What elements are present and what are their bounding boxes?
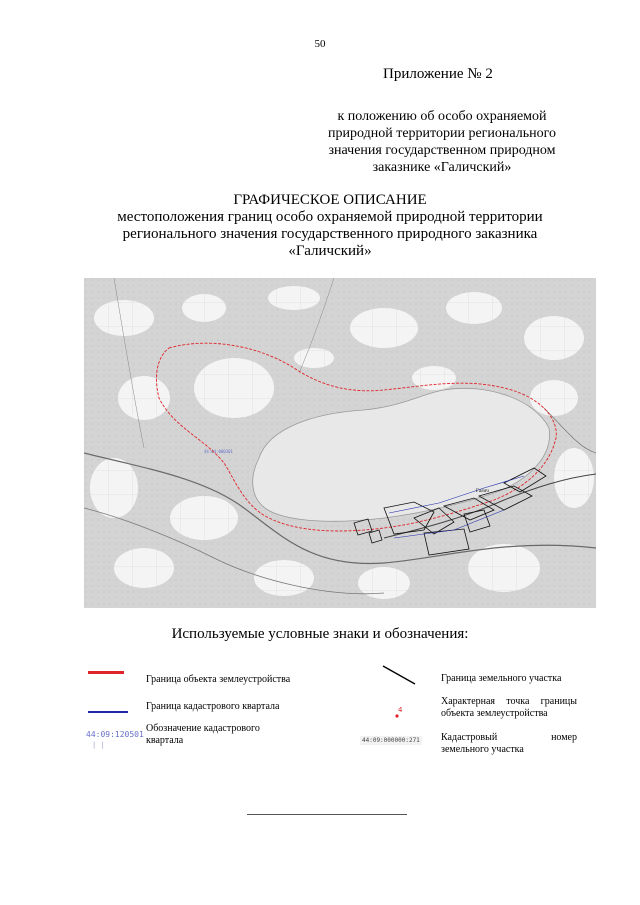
footer-rule <box>247 814 407 815</box>
document-title-line: «Галичский» <box>288 243 372 259</box>
legend-label-quarter-number <box>146 723 276 747</box>
page-number: 50 <box>314 38 326 50</box>
legend-label-word-part: Кадастровый <box>441 732 498 743</box>
legend-swatch-boundary-point <box>392 704 408 722</box>
legend-label-parcel-boundary: Граница земельного участка <box>441 673 562 684</box>
reserve-map <box>84 278 596 608</box>
legend-label-word-part: номер <box>551 732 577 743</box>
annex-subtitle-line: к положению об особо охраняемой <box>337 109 547 124</box>
document-title-line: ГРАФИЧЕСКОЕ ОПИСАНИЕ <box>233 192 427 208</box>
annex-subtitle-line: значения государственном природном <box>328 143 556 158</box>
legend-label-line: Обозначение кадастрового <box>146 723 260 734</box>
legend-label-parcel-number <box>441 732 577 756</box>
annex-subtitle-line: природной территории регионального <box>328 126 556 141</box>
annex-subtitle <box>312 108 572 176</box>
document-title <box>90 192 570 260</box>
legend-label-boundary-point <box>441 696 577 720</box>
annex-subtitle-line: заказнике «Галичский» <box>372 160 512 175</box>
legend-swatch-quarter-boundary <box>88 711 128 713</box>
map-quarter-label: 44:04:000301 <box>204 449 233 454</box>
legend-label-line: объекта землеустройства <box>441 708 548 719</box>
legend-swatch-parcel-number: 44:09:000000:271 <box>362 737 420 744</box>
annex-title: Приложение № 2 <box>383 66 493 82</box>
legend-label-word <box>441 732 577 744</box>
document-title-line: регионального значения государственного природного заказника <box>122 226 538 242</box>
legend-swatch-quarter-mark: | | <box>92 741 105 749</box>
document-title-line: местоположения границ особо охраняемой природной территории <box>117 209 543 225</box>
legend-label-quarter-boundary: Граница кадастрового квартала <box>146 701 280 712</box>
map-town-label-galich: Галич <box>476 489 489 494</box>
legend-label-line: Характерная точка границы <box>441 696 577 707</box>
legend-label-object-boundary: Граница объекта землеустройства <box>146 674 291 685</box>
legend-title: Используемые условные знаки и обозначения: <box>171 626 469 642</box>
legend-swatch-object-boundary <box>88 671 124 674</box>
legend-label-line: квартала <box>146 735 184 746</box>
legend-swatch-parcel-boundary <box>381 664 417 686</box>
legend-label-line <box>441 732 577 744</box>
legend-point-number: 4 <box>398 706 403 714</box>
legend-label-line: земельного участка <box>441 744 524 755</box>
legend-swatch-quarter-number: 44:09:120501 <box>86 730 144 739</box>
